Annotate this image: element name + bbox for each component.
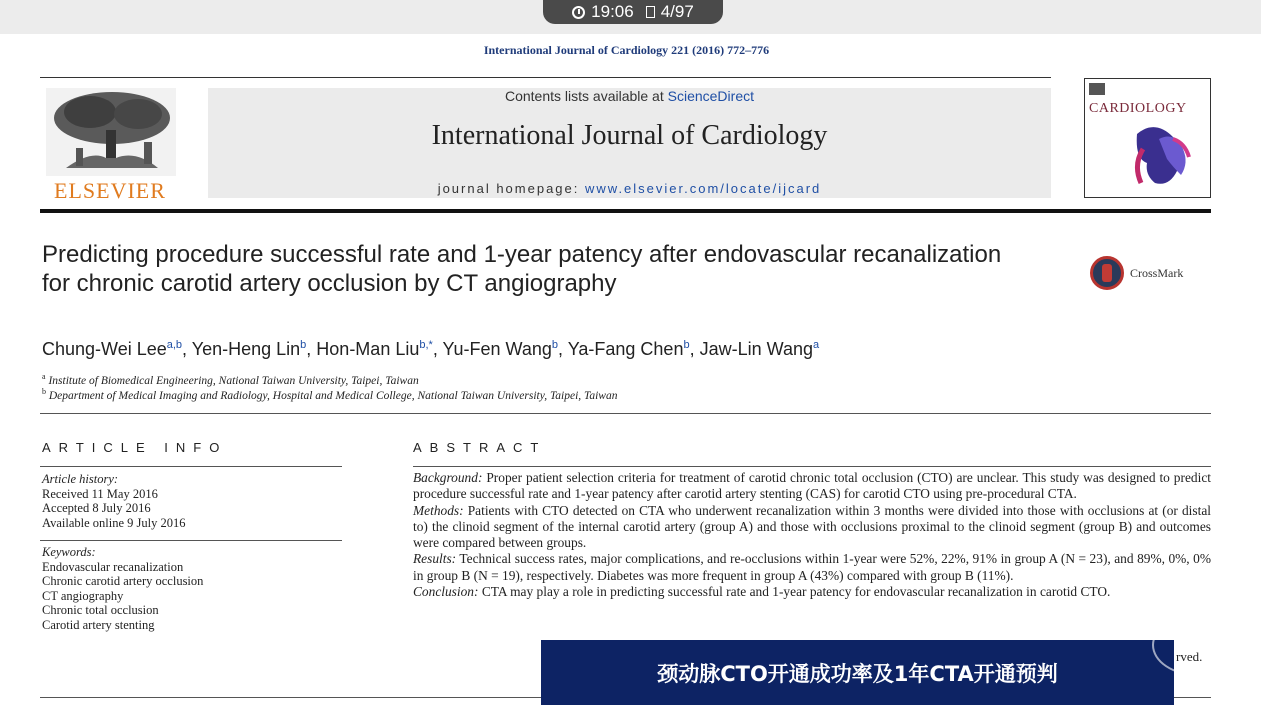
sciencedirect-link[interactable]: ScienceDirect bbox=[667, 88, 754, 104]
journal-citation: International Journal of Cardiology 221 (2016) 772–776 bbox=[483, 43, 770, 57]
crossmark-label: CrossMark bbox=[1130, 265, 1184, 280]
keywords-block: Keywords: Endovascular recanalization Chronic carotid artery occlusion CT angiography Chronic total occlusion Carotid artery stenting bbox=[42, 545, 204, 632]
crossmark-button[interactable] bbox=[1090, 256, 1215, 290]
abstract-rule bbox=[413, 466, 1211, 467]
journal-title: International Journal of Cardiology bbox=[431, 120, 828, 151]
page-icon bbox=[646, 6, 655, 18]
keyword: CT angiography bbox=[42, 588, 124, 603]
cover-art-icon bbox=[1085, 79, 1210, 197]
author[interactable]: Jaw-Lin Wang$^a$ bbox=[699, 339, 820, 359]
elsevier-tree-icon bbox=[46, 88, 176, 176]
accepted-date: Accepted 8 July 2016 bbox=[42, 501, 151, 515]
author-list: Chung-Wei Lee$^{a,b}$, Yen-Heng Lin$^b$, Hon-Man Liu$^{b,*}$, Yu-Fen Wang$^b$, Ya-Fang Chen$^b$, Jaw-Lin Wang$^a$ bbox=[42, 339, 820, 359]
video-subtitle: 颈动脉CTO开通成功率及1年CTA开通预判 bbox=[541, 640, 1174, 705]
header-rule bbox=[40, 77, 1051, 78]
affiliation-b: $^b$ Department of Medical Imaging and Radiology, Hospital and Medical College, National Taiwan University, Taipei, Taiwan bbox=[42, 387, 618, 402]
received-date: Received 11 May 2016 bbox=[42, 486, 158, 501]
status-page-count: 4/97 bbox=[660, 2, 694, 21]
journal-banner bbox=[208, 88, 1051, 198]
author[interactable]: Hon-Man Liu$^{b,*}$ bbox=[316, 339, 433, 359]
journal-homepage: journal homepage: www.elsevier.com/locate/ijcard bbox=[437, 181, 822, 196]
keyword: Endovascular recanalization bbox=[42, 559, 184, 574]
homepage-link[interactable]: www.elsevier.com/locate/ijcard bbox=[585, 181, 822, 196]
abstract-body bbox=[413, 470, 1211, 600]
crossmark-icon bbox=[1090, 256, 1124, 290]
cover-title: CARDIOLOGY bbox=[1089, 101, 1187, 116]
article-info-heading: ARTICLE INFO bbox=[42, 440, 228, 455]
section-rule bbox=[40, 413, 1211, 414]
abstract-conclusion: Conclusion: CTA may play a role in predicting successful rate and 1-year patency for endovascular recanalization in carotid CTO. bbox=[413, 584, 1111, 600]
online-date: Available online 9 July 2016 bbox=[42, 515, 186, 530]
author[interactable]: Yu-Fen Wang$^b$ bbox=[442, 339, 559, 359]
watermark-icon bbox=[1152, 614, 1244, 676]
elsevier-logo bbox=[42, 88, 178, 203]
status-time: 19:06 bbox=[591, 2, 634, 21]
status-indicator bbox=[543, 0, 723, 24]
copyright-fragment: rved. bbox=[1176, 649, 1203, 664]
article-title: Predicting procedure successful rate and 1-year patency after endovascular recanalization for chronic carotid artery occlusion by CT angiography bbox=[42, 241, 1002, 297]
affiliation-a: $^a$ Institute of Biomedical Engineering, National Taiwan University, Taipei, Taiwan bbox=[42, 372, 419, 387]
abstract-results: Results: Technical success rates, major complications, and re-occlusions within 1-year were 52%, 22%, 91% in group A (N = 23), and 89%, 0%, 0% in group B (N = 19), respectively. Diabetes was more frequent in group A (43%) compared with group B (11%). bbox=[413, 551, 1211, 583]
keyword: Chronic total occlusion bbox=[42, 603, 159, 617]
keyword: Carotid artery stenting bbox=[42, 617, 155, 632]
abstract-methods: Methods: Patients with CTO detected on CTA who underwent recanalization within 3 months were divided into those with occlusions at (or distal to) the clinoid segment of the internal carotid artery (group A) and those with occlusions proximal to the clinoid segment (group B) and outcomes were compared between groups. bbox=[413, 502, 1211, 551]
publisher-name: ELSEVIER bbox=[54, 178, 166, 203]
abstract-background: Background: Proper patient selection criteria for treatment of carotid chronic total occlusion (CTO) are unclear. This study was designed to predict procedure successful rate and 1-year patency after carotid artery stenting (CAS) for carotid CTO using pre-procedural CTA. bbox=[413, 470, 1211, 502]
abstract-heading: ABSTRACT bbox=[413, 440, 547, 455]
clock-icon bbox=[572, 6, 585, 19]
article-info-rule bbox=[40, 466, 342, 467]
keyword: Chronic carotid artery occlusion bbox=[42, 574, 204, 588]
article-history: Article history: Received 11 May 2016 Accepted 8 July 2016 Available online 9 July 2016 bbox=[42, 472, 186, 530]
contents-line: Contents lists available at ScienceDirect bbox=[504, 88, 754, 104]
journal-cover bbox=[1084, 78, 1211, 198]
header-thick-rule bbox=[40, 209, 1211, 213]
author[interactable]: Yen-Heng Lin$^b$ bbox=[191, 339, 307, 359]
author[interactable]: Ya-Fang Chen$^b$ bbox=[567, 339, 690, 359]
author[interactable]: Chung-Wei Lee$^{a,b}$ bbox=[42, 339, 183, 359]
keywords-rule bbox=[40, 540, 342, 541]
